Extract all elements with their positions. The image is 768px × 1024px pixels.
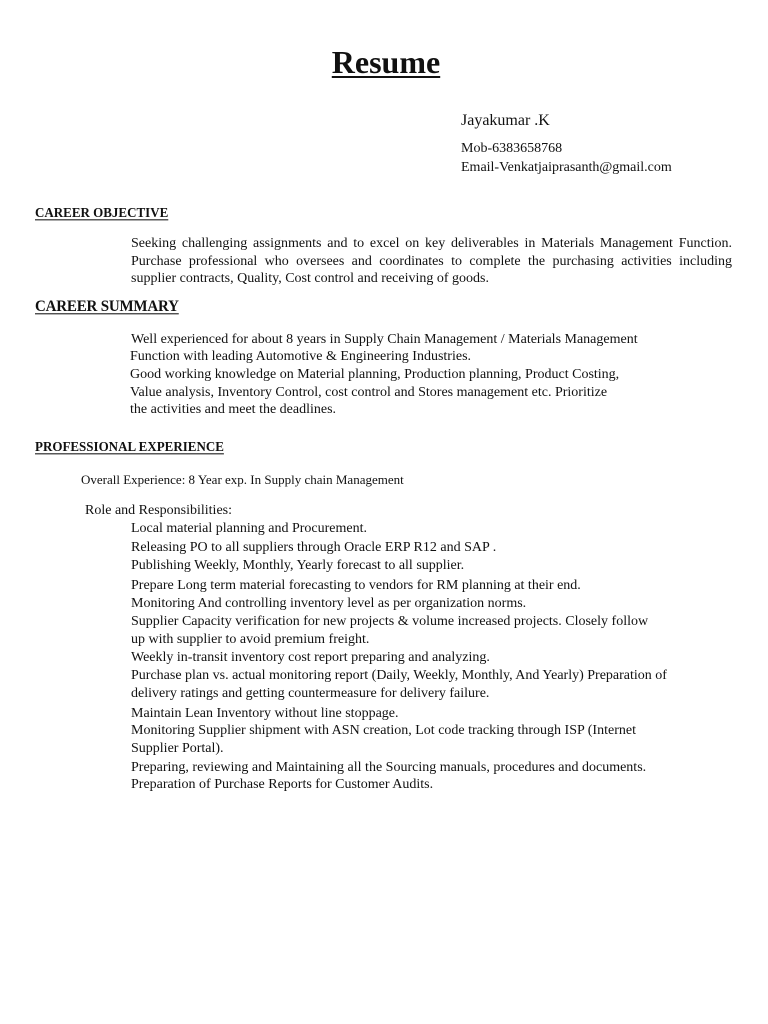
responsibility-item: Supplier Portal).: [131, 741, 224, 756]
responsibility-item: Weekly in-transit inventory cost report preparing and analyzing.: [131, 650, 490, 665]
responsibility-item: Purchase plan vs. actual monitoring report (Daily, Weekly, Monthly, And Yearly) Preparation of: [131, 668, 667, 683]
responsibility-item: Maintain Lean Inventory without line stoppage.: [131, 706, 399, 721]
candidate-name: Jayakumar .K: [461, 112, 550, 129]
responsibility-item: Monitoring Supplier shipment with ASN creation, Lot code tracking through ISP (Internet: [131, 723, 636, 738]
role-heading: Role and Responsibilities:: [85, 503, 232, 518]
responsibility-item: Publishing Weekly, Monthly, Yearly forecast to all supplier.: [131, 558, 465, 573]
email-address: Email-Venkatjaiprasanth@gmail.com: [461, 160, 672, 175]
career-objective-heading: CAREER OBJECTIVE: [35, 204, 169, 221]
responsibility-item: Releasing PO to all suppliers through Oracle ERP R12 and SAP .: [131, 540, 497, 555]
mobile-number: Mob-6383658768: [461, 141, 563, 156]
responsibility-item: Monitoring And controlling inventory level as per organization norms.: [131, 596, 527, 611]
career-summary-line: Well experienced for about 8 years in Supply Chain Management / Materials Management: [131, 332, 638, 347]
responsibility-item: up with supplier to avoid premium freight.: [131, 632, 370, 647]
responsibility-item: delivery ratings and getting countermeasure for delivery failure.: [131, 686, 490, 701]
career-summary-heading: CAREER SUMMARY: [35, 298, 179, 316]
responsibility-item: Local material planning and Procurement.: [131, 521, 367, 536]
responsibility-item: Preparing, reviewing and Maintaining all the Sourcing manuals, procedures and documents.: [131, 760, 647, 775]
career-summary-line: Good working knowledge on Material planning, Production planning, Product Costing,: [130, 367, 620, 382]
career-summary-line: Value analysis, Inventory Control, cost control and Stores management etc. Prioritize: [130, 385, 608, 400]
overall-experience: Overall Experience: 8 Year exp. In Supply chain Management: [81, 472, 404, 487]
responsibility-item: Preparation of Purchase Reports for Customer Audits.: [131, 777, 434, 792]
responsibility-item: Supplier Capacity verification for new projects & volume increased projects. Closely follow: [131, 614, 649, 629]
career-summary-line: the activities and meet the deadlines.: [130, 402, 337, 417]
career-summary-line: Function with leading Automotive & Engineering Industries.: [130, 349, 472, 364]
career-objective-text: Seeking challenging assignments and to excel on key deliverables in Materials Management Function. Purchase professional who oversees and coordinates to complete the purchasing activities including supplier contracts, Quality, Cost control and receiving of goods.: [131, 236, 732, 286]
page-title: Resume: [331, 44, 441, 80]
professional-experience-heading: PROFESSIONAL EXPERIENCE: [35, 438, 224, 455]
responsibility-item: Prepare Long term material forecasting to vendors for RM planning at their end.: [131, 578, 581, 593]
